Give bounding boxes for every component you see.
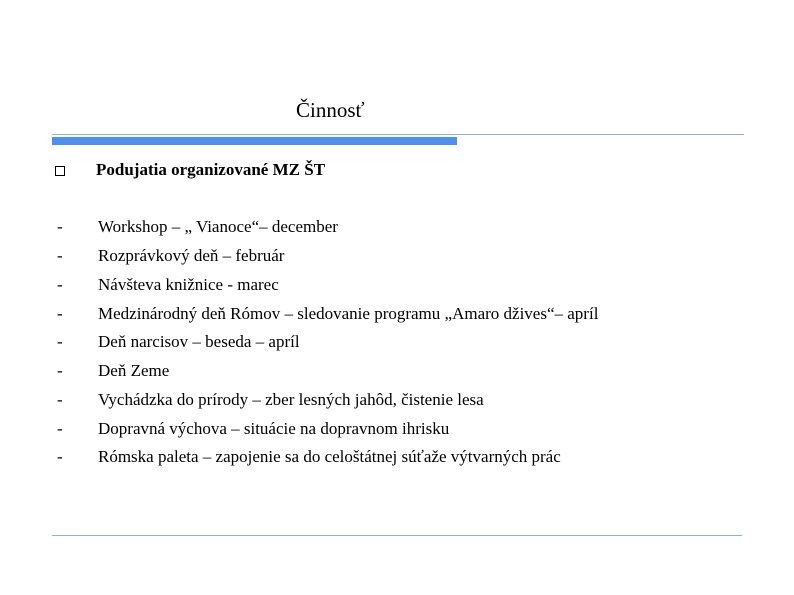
list-item-text: Deň narcisov – beseda – apríl: [98, 332, 300, 352]
list-item-text: Návšteva knižnice - marec: [98, 274, 279, 294]
dash-bullet: -: [57, 389, 63, 409]
checkbox-icon: [55, 166, 65, 176]
list-item: [57, 271, 598, 300]
dash-bullet: -: [57, 418, 63, 438]
list-item: [57, 213, 598, 242]
dash-bullet: -: [57, 361, 63, 381]
list-item-text: Dopravná výchova – situácie na dopravnom ihrisku: [98, 418, 450, 438]
dash-bullet: -: [57, 246, 63, 266]
section-heading: [55, 158, 325, 182]
list-item: [57, 414, 598, 443]
slide-title: Činnosť: [296, 98, 365, 122]
list-item: [57, 357, 598, 386]
list-item: [57, 328, 598, 357]
top-divider-line: [52, 134, 744, 135]
list-item-text: Vychádzka do prírody – zber lesných jahôd, čistenie lesa: [98, 389, 484, 409]
dash-bullet: -: [57, 447, 63, 467]
top-accent-bar: [52, 137, 457, 145]
dash-bullet: -: [57, 217, 63, 237]
list-item-text: Rozprávkový deň – február: [98, 246, 285, 266]
dash-bullet: -: [57, 303, 63, 323]
list-item-text: Rómska paleta – zapojenie sa do celoštátnej súťaže výtvarných prác: [98, 447, 561, 467]
list-item: [57, 299, 598, 328]
event-list: [57, 213, 598, 472]
section-heading-text: Podujatia organizované MZ ŠT: [96, 160, 326, 179]
list-item: [57, 386, 598, 415]
list-item-text: Workshop – „ Vianoce“– december: [98, 217, 338, 237]
list-item: [57, 242, 598, 271]
bottom-divider-line: [52, 535, 742, 536]
dash-bullet: -: [57, 274, 63, 294]
list-item-text: Medzinárodný deň Rómov – sledovanie programu „Amaro džives“– apríl: [98, 303, 599, 323]
dash-bullet: -: [57, 332, 63, 352]
list-item-text: Deň Zeme: [98, 361, 170, 381]
list-item: [57, 443, 598, 472]
